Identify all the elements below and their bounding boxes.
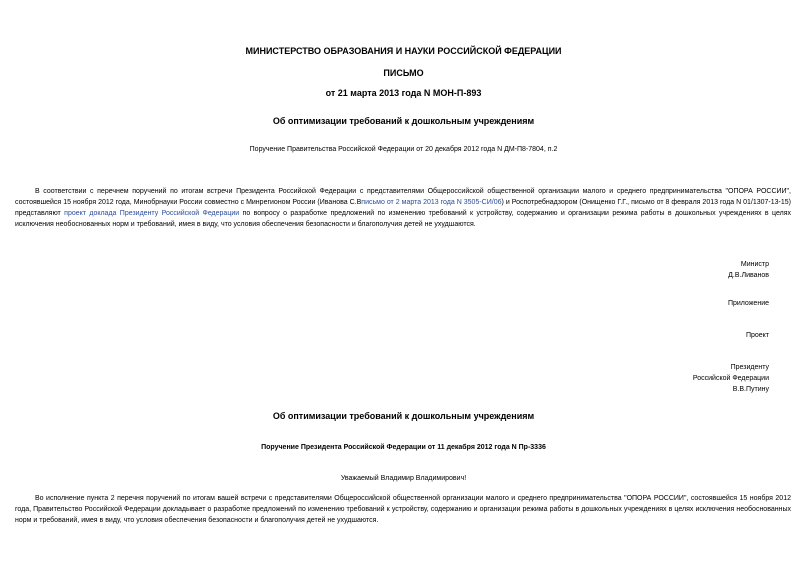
addressee-block [693,362,769,395]
appendix-label: Приложение [727,300,769,307]
signature-position: Министр [740,261,769,268]
document-type: ПИСЬМО [383,68,424,78]
ministry-heading: МИНИСТЕРСТВО ОБРАЗОВАНИЯ И НАУКИ РОССИЙСКОЙ ФЕДЕРАЦИИ [245,46,562,56]
report-instruction: Поручение Президента Российской Федерации от 11 декабря 2012 года N Пр-3336 [261,444,546,451]
signature-name: Д.В.Ливанов [728,272,769,279]
paragraph-text-1: В соответствии с перечнем поручений по итогам встречи Президента Российской Федерации с представителями Общероссийской общественной организации малого и среднего предпринимательства "ОПОРА РОССИИ", состоявшейся 15 ноября 2012 года, Минобрнауки России совместно с Минрегионом России (Иванова С.В [15,188,791,206]
report-salutation: Уважаемый Владимир Владимирович! [340,475,467,482]
basis-reference: Поручение Правительства Российской Федерации от 20 декабря 2012 года N ДМ-П8-7804, п.2 [249,146,558,153]
document-title: Об оптимизации требований к дошкольным учреждениям [272,116,535,126]
paragraph-text-3: по вопросу о разработке предложений по изменению требований к устройству, содержанию и организации режима работы в дошкольных учреждениях в целях исключения необоснованных норм и требований, имея в виду, что условия обеспечения безопасности и благополучия детей не ухудшаются. [15,210,791,228]
report-title: Об оптимизации требований к дошкольным учреждениям [272,411,535,421]
main-paragraph [15,186,791,230]
letter-link[interactable]: письмо от 2 марта 2013 года N 3505-СИ/06 [361,199,502,206]
report-paragraph: Во исполнение пункта 2 перечня поручений по итогам вашей встречи с представителями Общероссийской общественной организации малого и среднего предпринимательства "ОПОРА РОССИИ", состоявшейся 15 ноября 2012 года, Правительство Российской Федерации докладывает о разработке предложений по изменению требований к устройству, содержанию и организации режима работы в дошкольных учреждениях в целях исключения необоснованных норм и требований, имея в виду, что условия обеспечения безопасности и благополучия детей не ухудшаются. [15,495,791,524]
report-draft-link[interactable]: проект доклада Президенту Российской Федерации [64,210,240,217]
addressee-line: В.В.Путину [732,386,769,393]
document-date-number: от 21 марта 2013 года N МОН-П-893 [325,88,482,98]
signature-block [728,259,769,281]
draft-label: Проект [745,332,769,339]
addressee-line: Президенту [730,364,769,371]
addressee-line: Российской Федерации [692,375,769,382]
paragraph-text-2: ) и Роспотребнадзором (Онищенко Г.Г., письмо от 8 февраля 2013 года N 01/1307-13-15) представляют [15,199,791,217]
